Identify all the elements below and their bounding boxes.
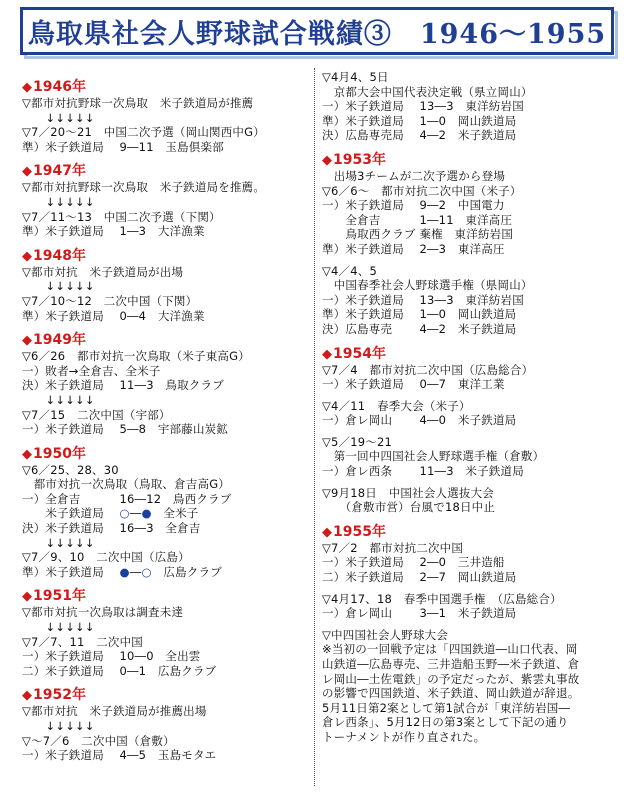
record-line: 5月11日第2案として第1試合が「東洋紡岩国― — [322, 700, 571, 715]
black-circle-mark: ● — [141, 506, 152, 521]
year-section — [22, 332, 312, 437]
year-label: 1951年 — [33, 588, 86, 605]
record-line: 一）倉レ岡山 4―0 米子鉄道局 — [322, 413, 517, 428]
year-label: 1955年 — [333, 523, 386, 540]
record-line: ▽7／20～21 中国二次予選（岡山関西中G） — [22, 125, 265, 140]
year-heading — [322, 346, 638, 363]
year-label: 1947年 — [33, 163, 86, 180]
record-line: ▽4／11 春季大会（米子） — [322, 398, 471, 413]
record-line: ↓↓↓↓↓ — [22, 535, 95, 550]
record-line: 一）全倉吉 16―12 鳥西クラブ — [22, 491, 232, 506]
record-line: 一）米子鉄道局 4―5 玉島モタエ — [22, 748, 217, 763]
record-line: 米子鉄道局 ○―● 全米子 — [45, 506, 199, 521]
year-heading — [22, 588, 312, 605]
record-line: 山鉄道―広島専売、三井造船玉野―米子鉄道、倉 — [322, 657, 580, 671]
spacer-line — [322, 621, 638, 628]
year-section — [22, 163, 312, 238]
diamond-icon: ◆ — [22, 589, 32, 605]
year-heading — [22, 687, 312, 704]
record-line: 準）米子鉄道局 ●―○ 広島クラブ — [22, 564, 222, 579]
record-line: 京都大会中国代表決定戦（県立岡山） — [322, 84, 533, 99]
record-line: 一）米子鉄道局 5―8 宇部藤山炭鉱 — [22, 422, 229, 437]
record-line: ▽都市対抗野球一次鳥取 米子鉄道局を推薦。 — [22, 180, 266, 195]
record-line: 一）米子鉄道局 2―0 三井造船 — [322, 555, 505, 570]
record-line: トーナメントが作り直された。 — [322, 729, 486, 744]
black-circle-mark: ● — [119, 564, 130, 579]
record-line: ▽7／9、10 二次中国（広島） — [22, 550, 190, 565]
record-line: ▽5／19～21 — [322, 434, 393, 449]
diamond-icon: ◆ — [322, 346, 332, 362]
record-line: レ岡山―土佐電鉄」の予定だったが、紫雲丸事故 — [322, 671, 580, 686]
record-line: ▽7／7、11 二次中国 — [22, 634, 144, 649]
diamond-icon: ◆ — [22, 164, 32, 180]
year-section — [22, 79, 312, 154]
spacer-line — [322, 257, 638, 264]
spacer-line — [322, 428, 638, 435]
record-line: ▽6／26 都市対抗一次鳥取（米子東高G） — [22, 349, 250, 364]
record-line: 一）倉レ岡山 3―1 米子鉄道局 — [322, 606, 517, 621]
record-line: ▽7／4 都市対抗二次中国（広島総合） — [322, 362, 534, 377]
record-line: 鳥取西クラブ 棄権 東洋紡岩国 — [322, 227, 514, 242]
record-line: ▽4／4、5 — [322, 263, 377, 278]
record-line: 中国春季社会人野球選手権（県岡山） — [322, 278, 533, 293]
page-title: 鳥取県社会人野球試合戦績③ 1946～1955 — [20, 7, 614, 55]
record-line: ▽都市対抗一次鳥取は調査未達 — [22, 605, 184, 620]
record-line: ▽都市対抗 米子鉄道局が出場 — [22, 264, 184, 279]
year-heading — [322, 152, 638, 169]
record-line: ▽4月4、5日 — [322, 70, 389, 84]
year-section — [322, 70, 638, 143]
record-line: 一）米子鉄道局 0―7 東洋工業 — [322, 377, 505, 392]
year-heading — [22, 163, 312, 180]
year-section — [22, 248, 312, 323]
year-label: 1950年 — [33, 445, 86, 462]
record-line: 出場3チームが二次予選から登場 — [322, 168, 506, 183]
record-line: 準）米子鉄道局 0―4 大洋漁業 — [22, 308, 205, 323]
record-line: ↓↓↓↓↓ — [22, 620, 95, 635]
record-line: ▽～7／6 二次中国（倉敷） — [22, 733, 175, 748]
year-label: 1953年 — [333, 151, 386, 168]
record-line: ▽7／10～12 二次中国（下関） — [22, 293, 198, 308]
diamond-icon: ◆ — [322, 152, 332, 168]
record-line: ↓↓↓↓↓ — [22, 392, 95, 407]
record-line: 一）米子鉄道局 13―3 東洋紡岩国 — [322, 99, 524, 114]
record-line: の影響で四国鉄道、米子鉄道、岡山鉄道が辞退。 — [322, 686, 580, 701]
record-line: 一）米子鉄道局 10―0 全出雲 — [22, 649, 201, 664]
record-line: 二）米子鉄道局 0―1 広島クラブ — [22, 663, 217, 678]
diamond-icon: ◆ — [22, 446, 32, 462]
year-heading — [22, 79, 312, 96]
record-line: 決）米子鉄道局 16―3 全倉吉 — [22, 521, 201, 536]
record-line: 準）米子鉄道局 1―0 岡山鉄道局 — [322, 113, 517, 128]
year-label: 1954年 — [333, 345, 386, 362]
year-heading — [322, 524, 638, 541]
diamond-icon: ◆ — [22, 80, 32, 95]
record-line: ▽7／15 二次中国（宇部） — [22, 407, 171, 422]
record-line: ↓↓↓↓↓ — [22, 194, 95, 209]
spacer-line — [322, 585, 638, 592]
record-line: 都市対抗一次鳥取（鳥取、倉吉高G） — [22, 477, 231, 492]
diamond-icon: ◆ — [22, 333, 32, 349]
record-line: 全倉吉 1―11 東洋高圧 — [322, 212, 513, 227]
record-line: 二）米子鉄道局 2―7 岡山鉄道局 — [322, 570, 517, 585]
record-line: 一）米子鉄道局 9―2 中国電力 — [322, 198, 505, 213]
record-line: 一）倉レ西条 11―3 米子鉄道局 — [322, 464, 524, 479]
year-section — [22, 446, 312, 580]
year-heading — [22, 446, 312, 463]
record-line: （倉敷市営）台風で18日中止 — [322, 500, 496, 515]
record-line: 決）広島専売局 4―2 米子鉄道局 — [322, 128, 517, 143]
record-line: ↓↓↓↓↓ — [22, 719, 95, 733]
record-line: ↓↓↓↓↓ — [22, 110, 95, 125]
year-heading — [22, 248, 312, 265]
record-line: ▽都市対抗 米子鉄道局が推薦出場 — [22, 704, 207, 719]
record-line: 決）広島専売 4―2 米子鉄道局 — [322, 321, 517, 336]
year-label: 1952年 — [33, 687, 86, 704]
record-line: 一）米子鉄道局 13―3 東洋紡岩国 — [322, 292, 524, 307]
record-line: ▽6／6～ 都市対抗二次中国（米子） — [322, 183, 522, 198]
diamond-icon: ◆ — [322, 524, 332, 540]
record-line: 一）敗者→全倉吉、全米子 — [22, 363, 161, 378]
record-line: ※当初の一回戦予定は「四国鉄道―山口代表、岡 — [322, 642, 578, 657]
record-line: 倉レ西条」、5月12日の第3案として下記の通り — [322, 715, 569, 730]
diamond-icon: ◆ — [22, 688, 32, 704]
left-column — [22, 70, 312, 763]
year-heading — [22, 332, 312, 349]
record-line: 準）米子鉄道局 1―0 岡山鉄道局 — [322, 307, 517, 322]
right-column — [322, 70, 638, 745]
spacer-line — [322, 479, 638, 486]
diamond-icon: ◆ — [22, 248, 32, 264]
record-line: ▽7／11～13 中国二次予選（下関） — [22, 209, 221, 224]
record-line: ▽9月18日 中国社会人選抜大会 — [322, 485, 494, 500]
year-label: 1948年 — [33, 247, 86, 264]
record-line: 第一回中四国社会人野球選手権（倉敷） — [322, 449, 545, 464]
record-line: ▽4月17、18 春季中国選手権 （広島総合） — [322, 591, 562, 606]
record-line: 準）米子鉄道局 1―3 大洋漁業 — [22, 224, 205, 239]
year-section — [22, 687, 312, 762]
spacer-line — [322, 392, 638, 399]
record-line: 決）米子鉄道局 11―3 鳥取クラブ — [22, 378, 224, 393]
record-line: ↓↓↓↓↓ — [22, 279, 95, 294]
year-label: 1946年 — [33, 79, 86, 95]
column-divider — [314, 68, 315, 786]
record-line: ▽7／2 都市対抗二次中国 — [322, 540, 464, 555]
year-section — [322, 346, 638, 515]
year-section — [322, 152, 638, 337]
record-line: ▽6／25、28、30 — [22, 462, 119, 477]
record-line: ▽都市対抗野球一次鳥取 米子鉄道局が推薦 — [22, 96, 254, 110]
year-label: 1949年 — [33, 332, 86, 349]
year-section — [322, 524, 638, 745]
year-section — [22, 588, 312, 678]
white-circle-mark: ○ — [141, 564, 152, 579]
record-line: ▽中四国社会人野球大会 — [322, 627, 449, 642]
white-circle-mark: ○ — [119, 506, 130, 521]
record-line: 準）米子鉄道局 2―3 東洋高圧 — [322, 241, 505, 256]
record-line: 準）米子鉄道局 9―11 玉島倶楽部 — [22, 139, 224, 154]
